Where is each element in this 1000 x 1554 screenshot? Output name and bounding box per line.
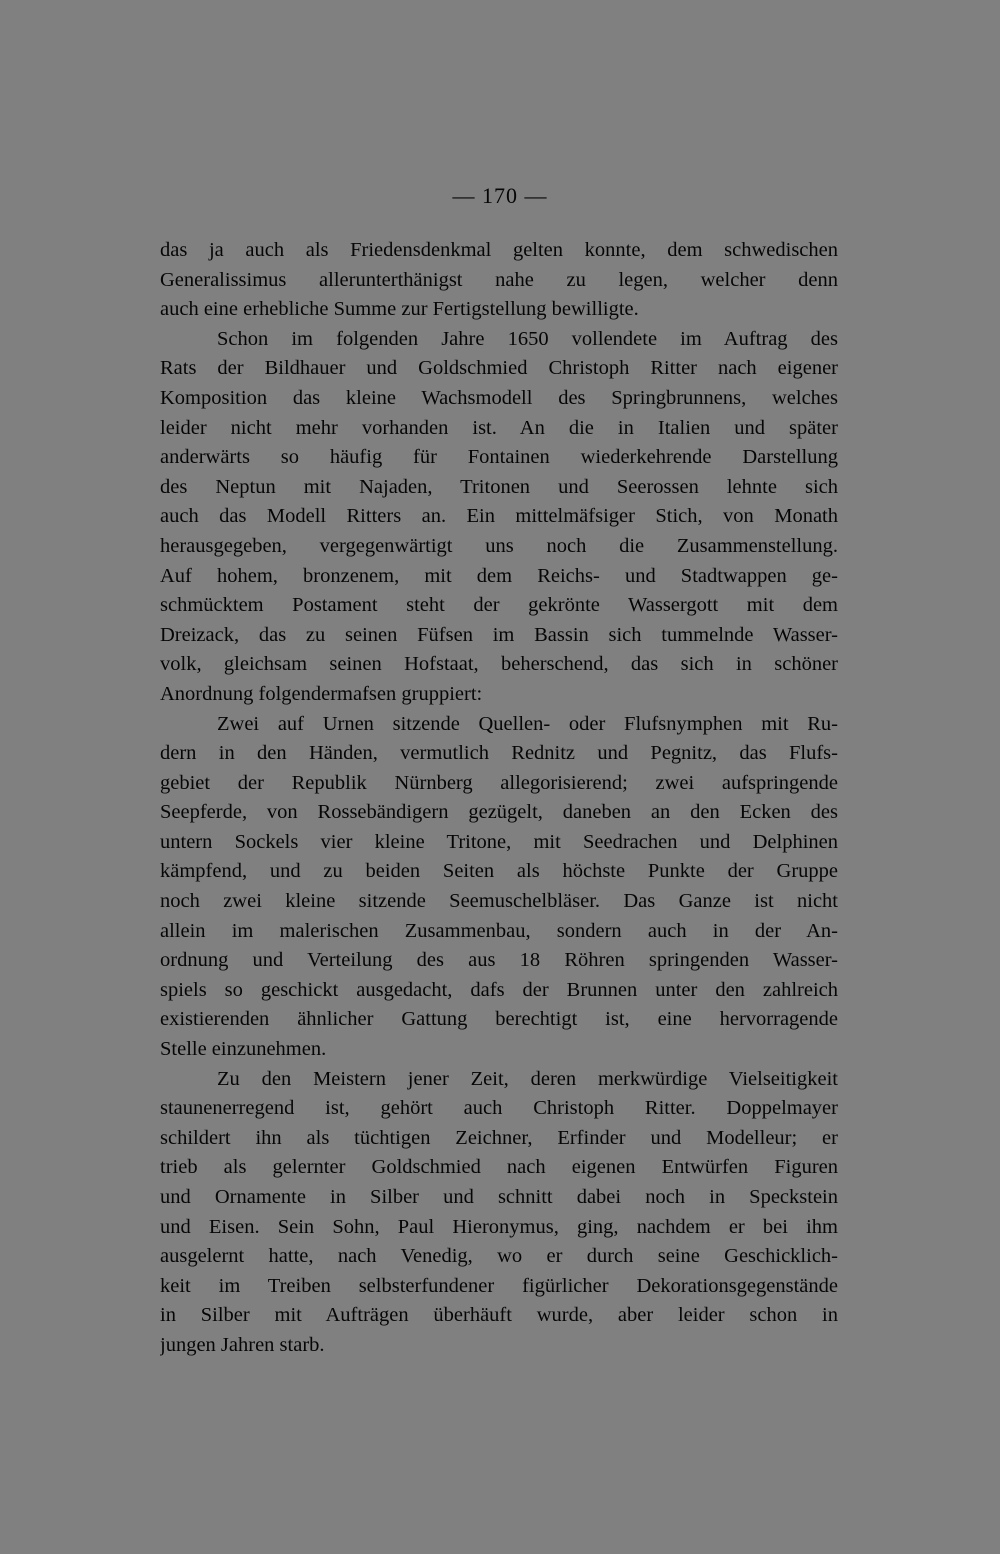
text-line: Komposition das kleine Wachsmodell des Springbrunnens, welches <box>160 386 838 409</box>
text-line: Auf hohem, bronzenem, mit dem Reichs- und Stadtwappen ge- <box>160 564 838 587</box>
text-line: anderwärts so häufig für Fontainen wiederkehrende Darstellung <box>160 446 838 469</box>
text-line: gebiet der Republik Nürnberg allegorisierend; zwei aufspringende <box>160 771 838 794</box>
text-line: kämpfend, und zu beiden Seiten als höchste Punkte der Gruppe <box>160 860 838 883</box>
text-line: Generalissimus allerunterthänigst nahe zu legen, welcher denn <box>160 268 838 291</box>
text-line: dern in den Händen, vermutlich Rednitz und Pegnitz, das Flufs- <box>160 742 838 765</box>
paragraph <box>160 325 838 710</box>
text-line: Zu den Meistern jener Zeit, deren merkwürdige Vielseitigkeit <box>217 1067 838 1090</box>
text-line: des Neptun mit Najaden, Tritonen und Seerossen lehnte sich <box>160 475 838 498</box>
text-line: schmücktem Postament steht der gekrönte Wassergott mit dem <box>160 594 838 617</box>
text-line: staunenerregend ist, gehört auch Christoph Ritter. Doppelmayer <box>160 1097 838 1120</box>
text-line: Rats der Bildhauer und Goldschmied Christoph Ritter nach eigener <box>160 357 838 380</box>
text-line: noch zwei kleine sitzende Seemuschelbläser. Das Ganze ist nicht <box>160 890 838 913</box>
text-line: Anordnung folgendermafsen gruppiert: <box>160 682 483 705</box>
text-line: auch das Modell Ritters an. Ein mittelmäfsiger Stich, von Monath <box>160 505 838 528</box>
text-line: trieb als gelernter Goldschmied nach eigenen Entwürfen Figuren <box>160 1156 838 1179</box>
text-line: Seepferde, von Rossebändigern gezügelt, daneben an den Ecken des <box>160 801 838 824</box>
paragraph <box>160 1065 838 1361</box>
text-line: leider nicht mehr vorhanden ist. An die in Italien und später <box>160 416 838 439</box>
text-line: volk, gleichsam seinen Hofstaat, beherschend, das sich in schöner <box>160 653 838 676</box>
text-line: herausgegeben, vergegenwärtigt uns noch die Zusammenstellung. <box>160 534 838 557</box>
text-line: ordnung und Verteilung des aus 18 Röhren springenden Wasser- <box>160 949 838 972</box>
text-line: Zwei auf Urnen sitzende Quellen- oder Flufsnymphen mit Ru- <box>217 712 838 735</box>
page-number: — 170 — <box>452 183 548 208</box>
text-line: schildert ihn als tüchtigen Zeichner, Erfinder und Modelleur; er <box>160 1126 838 1149</box>
text-line: und Eisen. Sein Sohn, Paul Hieronymus, ging, nachdem er bei ihm <box>160 1215 838 1238</box>
paragraph <box>160 236 838 325</box>
text-line: das ja auch als Friedensdenkmal gelten konnte, dem schwedischen <box>160 239 838 261</box>
text-line: keit im Treiben selbsterfundener figürlicher Dekorationsgegenstände <box>160 1274 838 1297</box>
text-line: in Silber mit Aufträgen überhäuft wurde, aber leider schon in <box>160 1304 838 1327</box>
text-line: und Ornamente in Silber und schnitt dabei noch in Speckstein <box>160 1186 838 1208</box>
text-line: jungen Jahren starb. <box>160 1333 325 1356</box>
text-line: existierenden ähnlicher Gattung berechtigt ist, eine hervorragende <box>160 1008 838 1031</box>
text-line: allein im malerischen Zusammenbau, sondern auch in der An- <box>160 919 838 942</box>
text-line: ausgelernt hatte, nach Venedig, wo er durch seine Geschicklich- <box>160 1245 838 1268</box>
body-text <box>160 236 838 1361</box>
paragraph <box>160 710 838 1065</box>
text-line: auch eine erhebliche Summe zur Fertigstellung bewilligte. <box>160 298 639 321</box>
text-line: untern Sockels vier kleine Tritone, mit Seedrachen und Delphinen <box>160 830 838 853</box>
text-line: Stelle einzunehmen. <box>160 1038 327 1061</box>
text-line: spiels so geschickt ausgedacht, dafs der Brunnen unter den zahlreich <box>160 978 838 1001</box>
text-line: Schon im folgenden Jahre 1650 vollendete im Auftrag des <box>217 327 838 350</box>
text-line: Dreizack, das zu seinen Füfsen im Bassin sich tummelnde Wasser- <box>160 623 838 646</box>
